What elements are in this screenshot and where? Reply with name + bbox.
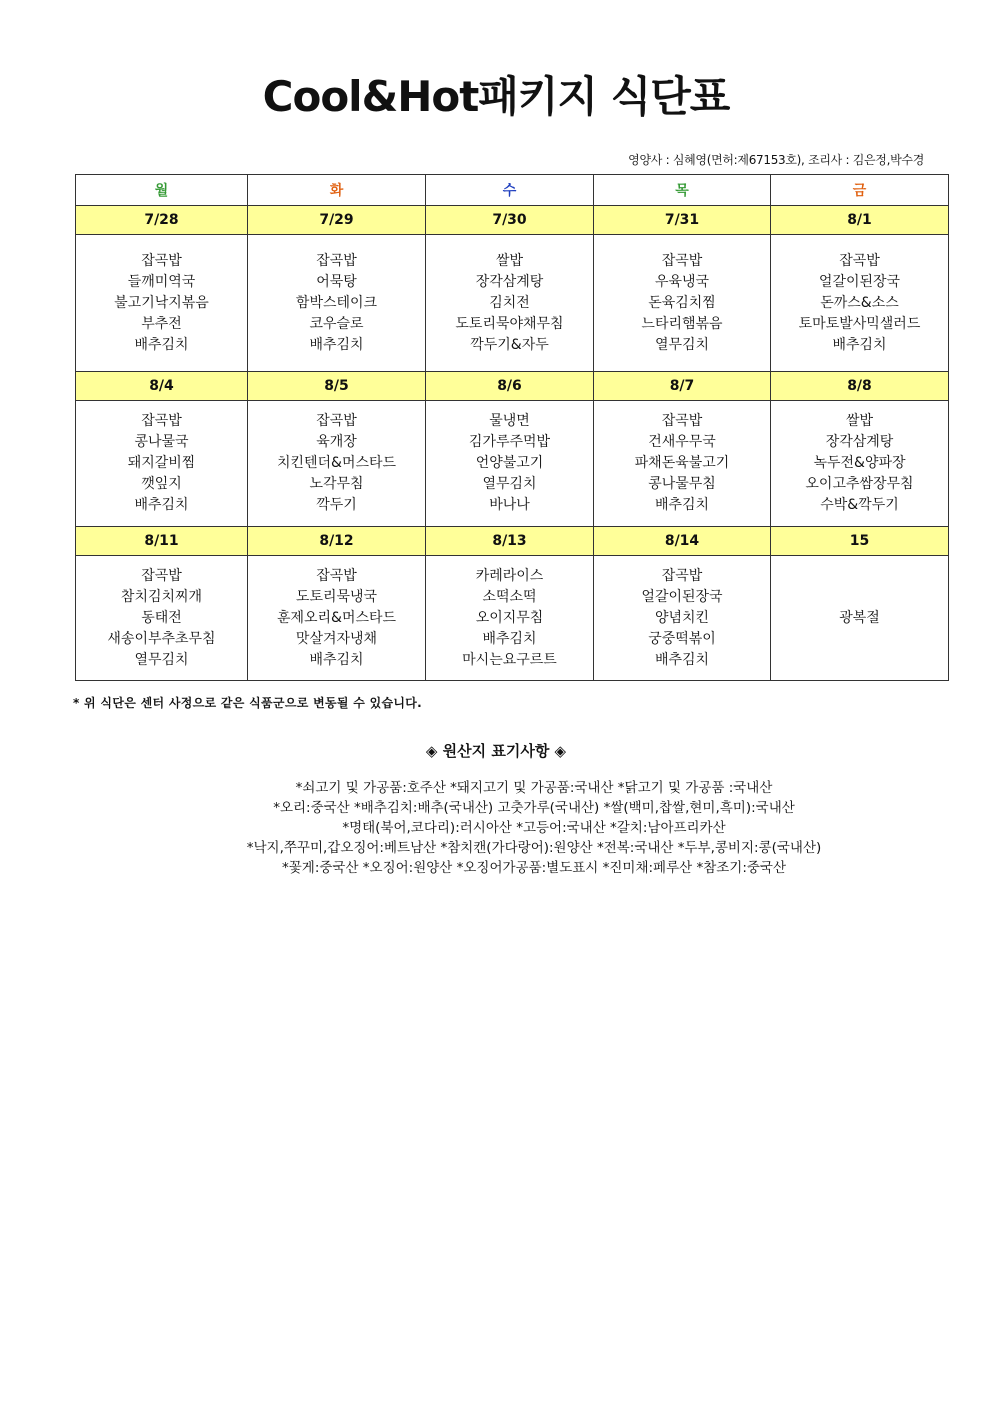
date-cell: 8/6 <box>426 372 594 401</box>
dish-item: 잡곡밥 <box>661 252 703 269</box>
dish-item: 동태전 <box>141 609 182 626</box>
dish-item: 장각삼계탕 <box>825 434 894 450</box>
dish-item: 잡곡밥 <box>316 567 357 584</box>
dish-item: 잡곡밥 <box>316 413 357 429</box>
meal-cell <box>426 401 594 527</box>
dish-item: 배추김치 <box>309 336 364 353</box>
dish-item: 배추김치 <box>134 497 189 513</box>
dish-item: 깍두기&자두 <box>470 336 549 353</box>
meal-row <box>76 556 949 681</box>
dish-item: 김가루주먹밥 <box>468 434 551 450</box>
meal-cell <box>248 235 426 372</box>
dish-item: 쌀밥 <box>845 413 874 429</box>
date-cell: 8/13 <box>426 527 594 556</box>
dish-item: 물냉면 <box>489 413 530 429</box>
weekday-fri: 금 <box>771 175 949 206</box>
meal-cell <box>248 556 426 681</box>
dish-item: 배추김치 <box>654 497 710 513</box>
origin-line: *쇠고기 및 가공품:호주산 *돼지고기 및 가공품:국내산 *닭고기 및 가공품 :국내산 <box>295 780 773 796</box>
dish-item: 배추김치 <box>134 336 189 353</box>
weekday-wed: 수 <box>426 175 594 206</box>
dish-item: 돼지갈비찜 <box>127 455 196 471</box>
dish-item: 노각무침 <box>309 476 364 492</box>
dish-item: 김치전 <box>489 294 530 311</box>
meal-cell <box>771 235 949 372</box>
date-cell: 8/11 <box>76 527 248 556</box>
dish-item: 도토리묵냉국 <box>295 588 378 605</box>
dish-item: 배추김치 <box>482 630 537 647</box>
origin-line: *낙지,쭈꾸미,갑오징어:베트남산 *참치캔(가다랑어):원양산 *전복:국내산 *두부,콩비지:콩(국내산) <box>246 840 822 856</box>
origin-list <box>0 778 992 878</box>
date-cell: 7/28 <box>76 206 248 235</box>
dish-item: 바나나 <box>489 497 530 513</box>
dish-item: 카레라이스 <box>475 567 544 584</box>
dish-item: 쌀밥 <box>495 252 524 269</box>
dish-item: 녹두전&양파장 <box>813 455 906 471</box>
date-row <box>76 372 949 401</box>
meal-cell <box>426 556 594 681</box>
meal-cell <box>426 235 594 372</box>
date-cell: 7/30 <box>426 206 594 235</box>
meal-cell <box>76 235 248 372</box>
dish-item: 들깨미역국 <box>127 273 196 290</box>
dish-item: 돈까스&소스 <box>820 294 899 311</box>
dish-item: 잡곡밥 <box>661 567 703 584</box>
dish-item: 코우슬로 <box>309 315 364 332</box>
date-cell: 8/8 <box>771 372 949 401</box>
date-cell: 15 <box>771 527 949 556</box>
page-title: Cool&Hot패키지 식단표 <box>262 72 730 121</box>
meal-plan-table <box>75 174 949 681</box>
dish-item: 느타리햄볶음 <box>641 315 723 332</box>
dish-item: 마시는요구르트 <box>462 651 557 668</box>
dish-item: 소떡소떡 <box>482 588 537 605</box>
dish-item: 오이고추쌈장무침 <box>805 476 914 492</box>
dish-item: 배추김치 <box>309 651 364 668</box>
meal-cell <box>594 556 771 681</box>
dish-item: 치킨텐더&머스타드 <box>276 455 397 471</box>
meal-cell <box>771 556 949 681</box>
dish-item: 언양불고기 <box>475 455 544 471</box>
weekday-header-row <box>76 175 949 206</box>
date-cell: 8/4 <box>76 372 248 401</box>
date-cell: 7/29 <box>248 206 426 235</box>
origin-line: *꽃게:중국산 *오징어:원양산 *오징어가공품:별도표시 *진미채:페루산 *참조기:중국산 <box>281 860 786 876</box>
date-row <box>76 527 949 556</box>
dish-item: 함박스테이크 <box>295 294 378 311</box>
date-cell: 8/5 <box>248 372 426 401</box>
dish-item: 오이지무침 <box>475 609 544 626</box>
weekday-tue: 화 <box>248 175 426 206</box>
dish-item: 열무김치 <box>654 336 710 353</box>
weekday-thu: 목 <box>594 175 771 206</box>
change-notice: * 위 식단은 센터 사정으로 같은 식품군으로 변동될 수 있습니다. <box>73 696 423 710</box>
date-cell: 8/7 <box>594 372 771 401</box>
dish-item: 얼갈이된장국 <box>641 588 723 605</box>
meal-cell <box>248 401 426 527</box>
date-row <box>76 206 949 235</box>
date-cell: 8/12 <box>248 527 426 556</box>
dish-item: 새송이부추초무침 <box>107 630 216 647</box>
staff-info: 영양사 : 심혜영(면허:제67153호), 조리사 : 김은정,박수경 <box>628 153 924 167</box>
dish-item: 콩나물국 <box>134 434 189 450</box>
meal-cell <box>76 401 248 527</box>
dish-item: 도토리묵야채무침 <box>455 315 564 332</box>
dish-item: 돈육김치찜 <box>648 294 716 311</box>
dish-item: 잡곡밥 <box>661 413 703 429</box>
dish-item: 열무김치 <box>134 651 189 668</box>
dish-item: 참치김치찌개 <box>120 588 203 605</box>
dish-item: 우육냉국 <box>654 273 710 290</box>
date-cell: 8/14 <box>594 527 771 556</box>
meal-row <box>76 401 949 527</box>
dish-item: 부추전 <box>141 315 182 332</box>
meal-cell <box>594 235 771 372</box>
dish-item: 광복절 <box>839 609 880 626</box>
date-cell: 8/1 <box>771 206 949 235</box>
origin-line: *오리:중국산 *배추김치:배추(국내산) 고춧가루(국내산) *쌀(백미,찹쌀,현미,흑미):국내산 <box>273 800 795 816</box>
dish-item: 얼갈이된장국 <box>818 273 901 290</box>
dish-item: 훈제오리&머스타드 <box>276 609 397 626</box>
origin-line: *명태(북어,코다리):러시아산 *고등어:국내산 *갈치:남아프리카산 <box>342 820 726 836</box>
dish-item: 잡곡밥 <box>316 252 357 269</box>
meal-cell <box>76 556 248 681</box>
meal-row <box>76 235 949 372</box>
dish-item: 배추김치 <box>654 651 710 668</box>
dish-item: 깍두기 <box>316 497 357 513</box>
dish-item: 장각삼계탕 <box>475 273 544 290</box>
dish-item: 콩나물무침 <box>648 476 716 492</box>
date-cell: 7/31 <box>594 206 771 235</box>
dish-item: 맛살겨자냉채 <box>295 630 378 647</box>
dish-item: 잡곡밥 <box>141 252 182 269</box>
meal-cell <box>771 401 949 527</box>
dish-item: 열무김치 <box>482 476 537 492</box>
dish-item: 불고기낙지볶음 <box>114 294 209 311</box>
dish-item: 어묵탕 <box>316 273 357 290</box>
dish-item: 잡곡밥 <box>141 567 182 584</box>
dish-item: 육개장 <box>316 434 357 450</box>
dish-item: 깻잎지 <box>141 476 182 492</box>
dish-item: 궁중떡볶이 <box>648 630 716 647</box>
dish-item: 잡곡밥 <box>141 413 182 429</box>
dish-item: 양념치킨 <box>654 609 710 626</box>
dish-item: 잡곡밥 <box>839 252 880 269</box>
dish-item: 수박&깍두기 <box>820 497 899 513</box>
meal-cell <box>594 401 771 527</box>
dish-item: 배추김치 <box>832 336 887 353</box>
weekday-mon: 월 <box>76 175 248 206</box>
dish-item: 토마토발사믹샐러드 <box>798 315 921 332</box>
origin-title: ◈ 원산지 표기사항 ◈ <box>425 742 567 760</box>
dish-item: 건새우무국 <box>648 434 716 450</box>
dish-item: 파채돈육불고기 <box>634 455 730 471</box>
